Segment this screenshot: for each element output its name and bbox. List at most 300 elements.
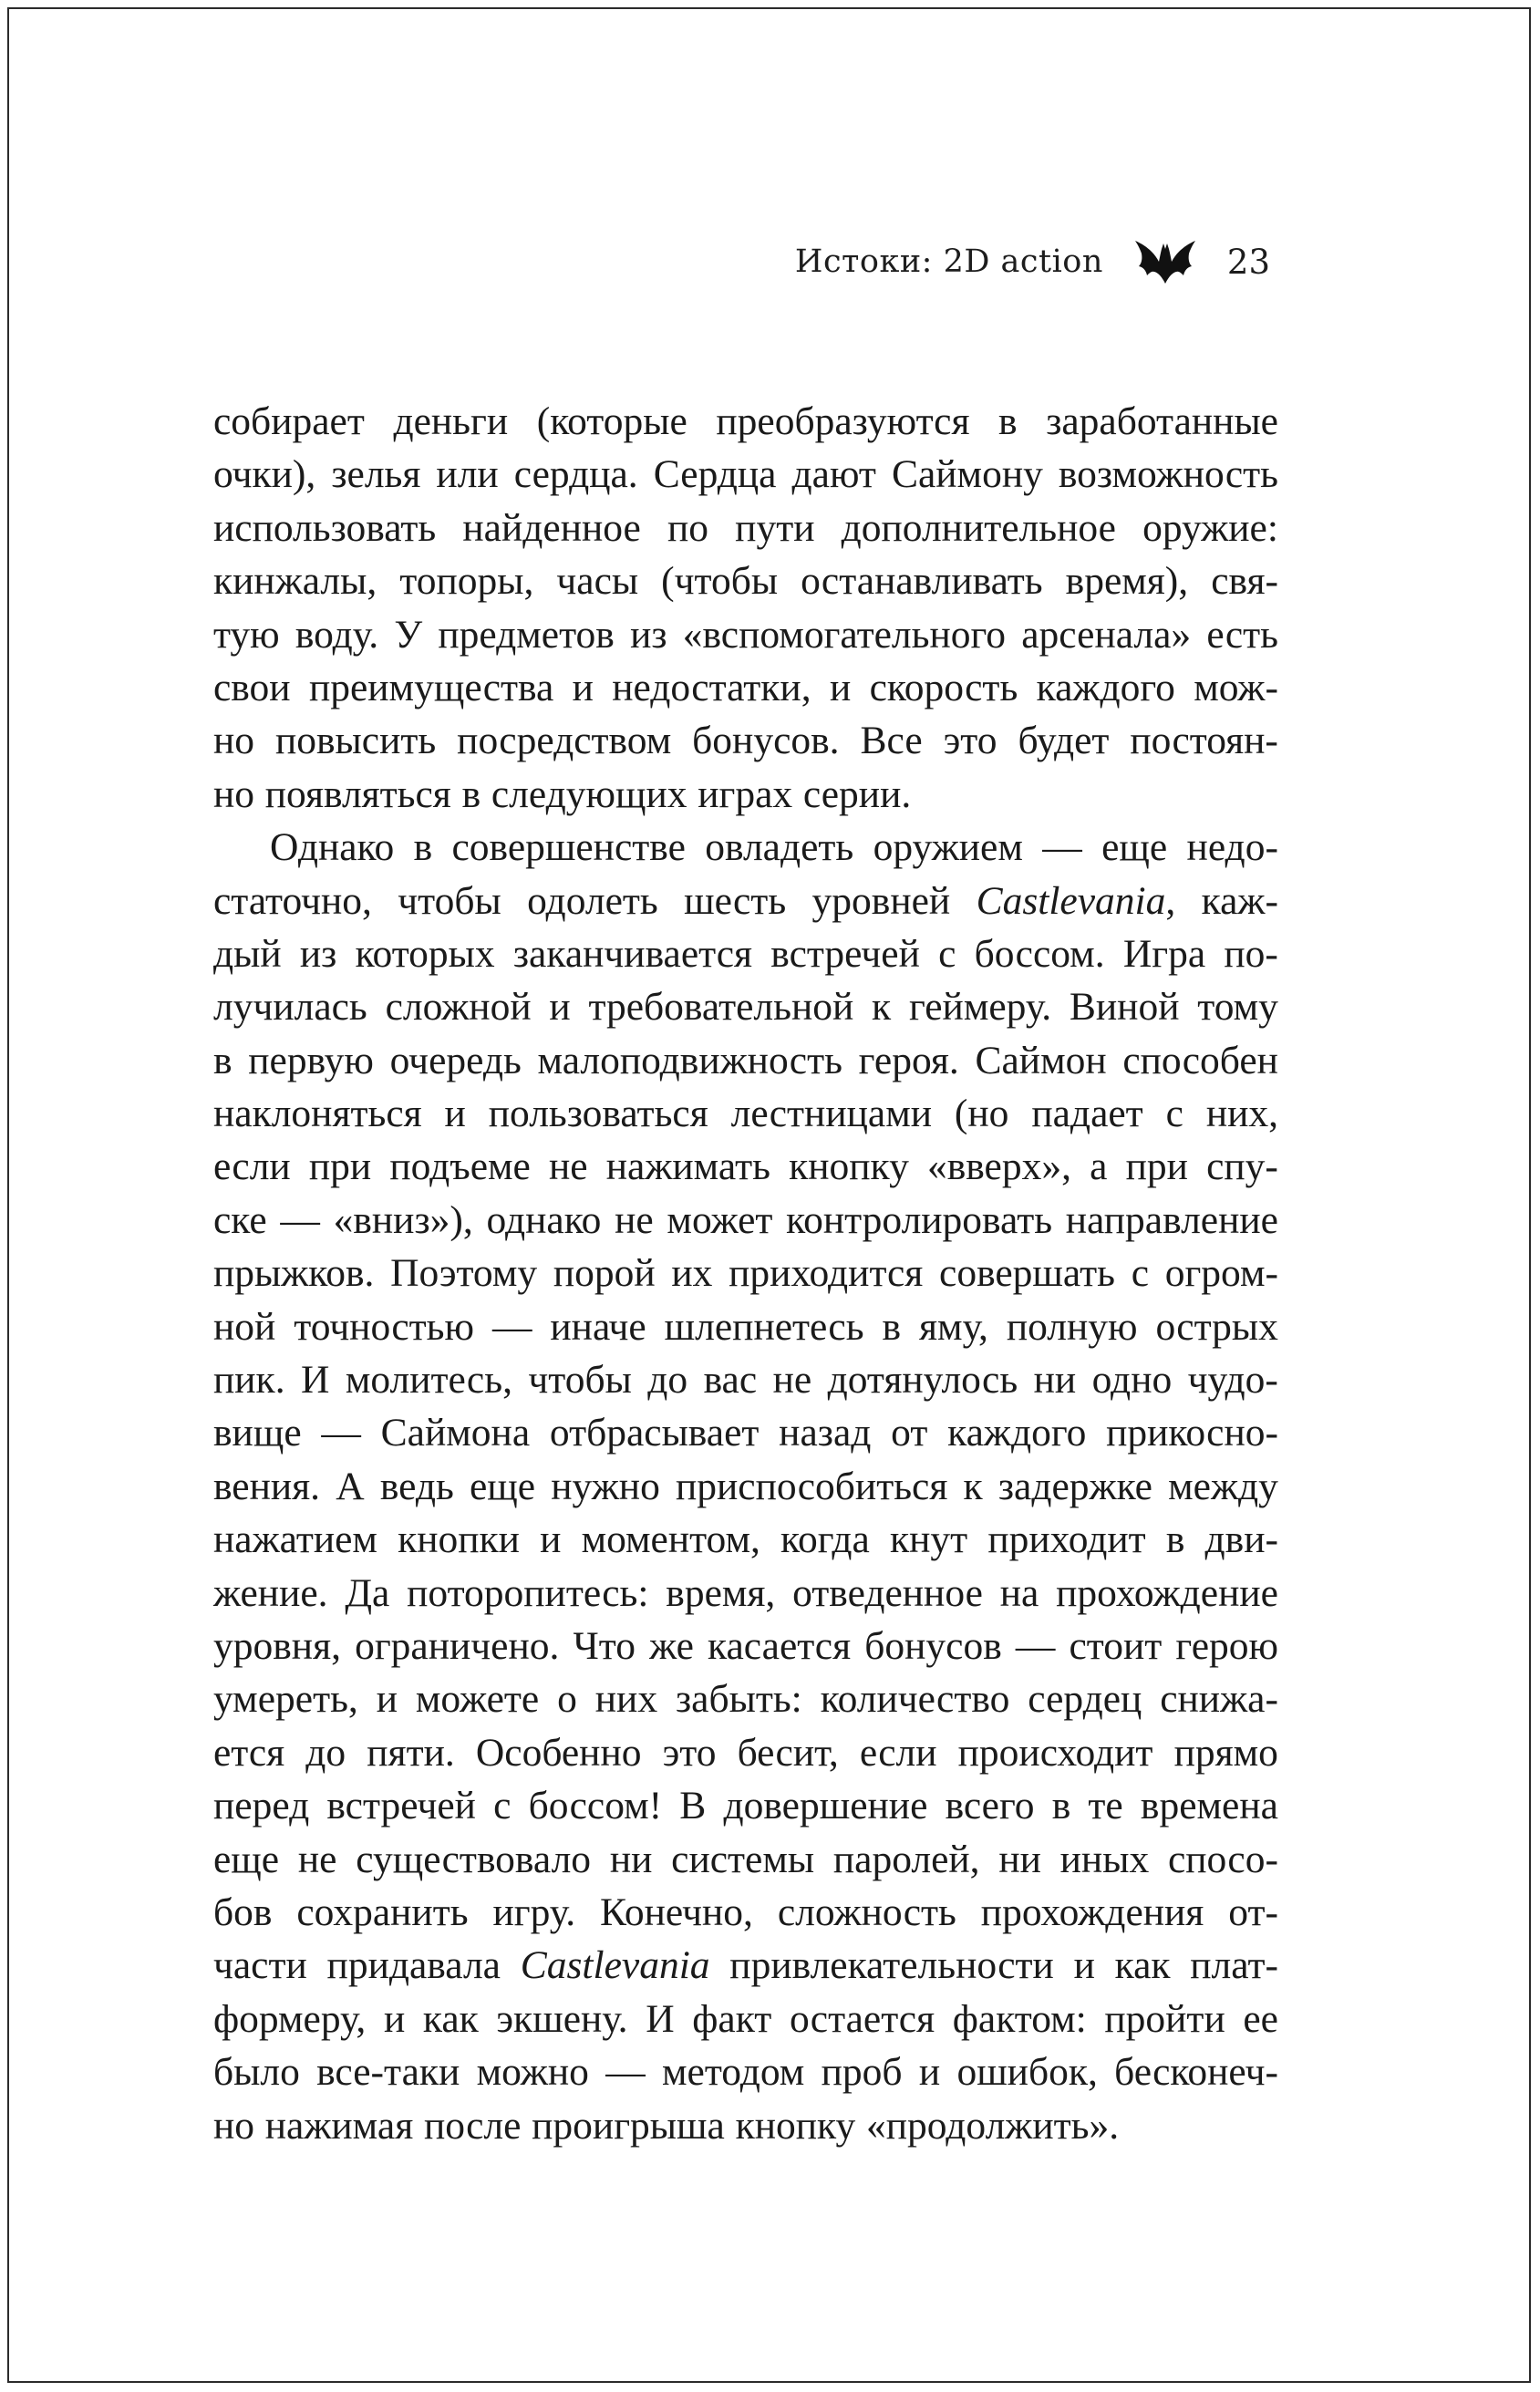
word: в — [882, 1304, 902, 1349]
word: с — [1131, 1251, 1149, 1296]
word: иначе — [550, 1304, 646, 1349]
word: прохождения — [980, 1890, 1204, 1934]
word: время), — [1065, 559, 1189, 604]
bat-icon — [1134, 236, 1196, 287]
word: свя- — [1211, 559, 1278, 604]
text-line — [213, 768, 1278, 821]
word — [521, 1939, 710, 1992]
word: герою — [1175, 1623, 1278, 1668]
word: задержке — [997, 1464, 1152, 1508]
text-line — [213, 1886, 1278, 1939]
word: них — [594, 1677, 658, 1722]
word: происходит — [957, 1730, 1153, 1775]
word: и — [549, 985, 571, 1030]
word: ее — [1243, 1996, 1278, 2041]
body-text — [213, 395, 1278, 2152]
word: геймеру. — [908, 985, 1052, 1030]
word: пик. — [213, 1358, 285, 1403]
word: от — [891, 1411, 928, 1455]
word: «вспомогательного — [682, 612, 1007, 657]
word: уровня, — [213, 1623, 341, 1668]
word: остается — [789, 1996, 935, 2041]
word: падает — [1031, 1092, 1143, 1136]
word: проб — [821, 2050, 903, 2095]
word: которых — [355, 931, 495, 976]
word: вище — [213, 1411, 302, 1455]
word: предметов — [438, 612, 615, 657]
word: кнопки — [398, 1517, 520, 1562]
word: тому — [1197, 985, 1278, 1030]
italic-title: Castlevania — [520, 1943, 710, 1988]
word: топоры, — [399, 559, 534, 604]
word: боссом. — [974, 931, 1105, 976]
word: тую — [213, 612, 280, 657]
word: плат- — [1190, 1943, 1278, 1988]
word: — — [605, 2050, 646, 2095]
word: кнопку — [789, 1144, 909, 1189]
word: между — [1168, 1464, 1278, 1508]
word: Castlevania, — [977, 875, 1176, 927]
word: и — [918, 2050, 941, 2095]
text-line — [213, 980, 1278, 1033]
word: до — [647, 1358, 688, 1403]
text-line — [213, 502, 1278, 554]
text-line — [213, 1034, 1278, 1087]
word: первую — [248, 1038, 374, 1082]
word: очередь — [389, 1038, 522, 1082]
text-line — [213, 875, 1278, 927]
word: постоян- — [1130, 719, 1278, 763]
word: экшену. — [496, 1996, 628, 2041]
word: чтобы — [398, 878, 501, 923]
word: ске — [213, 1197, 267, 1242]
word: но — [213, 719, 255, 763]
word: прыжков. — [213, 1251, 375, 1296]
word: жение. — [213, 1570, 328, 1615]
word: нажимать — [605, 1144, 770, 1189]
word: «продолжить». — [866, 2103, 1120, 2148]
word: контролировать — [786, 1197, 1053, 1242]
word: паролей, — [832, 1837, 980, 1881]
word: вас — [703, 1358, 758, 1403]
word: спу- — [1206, 1144, 1278, 1189]
word: до — [305, 1730, 346, 1775]
word: Игра — [1122, 931, 1206, 976]
word: ограничено. — [355, 1623, 560, 1668]
word: «вверх», — [926, 1144, 1071, 1189]
word: можно — [476, 2050, 589, 2095]
word: преимущества — [308, 665, 554, 709]
word: уровней — [811, 878, 951, 923]
word: будет — [1018, 719, 1110, 763]
word: в — [413, 825, 433, 870]
word: методом — [661, 2050, 805, 2095]
word: как — [422, 1996, 479, 2041]
text-line — [213, 1620, 1278, 1672]
word: в — [213, 1038, 233, 1082]
word: кинжалы, — [213, 559, 377, 604]
word: В — [679, 1784, 707, 1828]
word: от- — [1228, 1890, 1278, 1934]
text-line — [213, 554, 1278, 607]
text-line — [213, 927, 1278, 980]
word: посредством — [457, 719, 672, 763]
word: и — [376, 1677, 398, 1722]
text-line — [213, 395, 1278, 448]
word: это — [943, 719, 997, 763]
word: Особенно — [475, 1730, 642, 1775]
word: если — [213, 1144, 291, 1189]
text-line — [213, 1779, 1278, 1832]
word: довершение — [723, 1784, 928, 1828]
word: как — [1114, 1943, 1171, 1988]
word: из — [299, 931, 337, 976]
word: малоподвижность — [537, 1038, 842, 1082]
word: ется — [213, 1730, 285, 1775]
word: дополнительное — [841, 505, 1116, 550]
text-line — [213, 1672, 1278, 1725]
word: повысить — [274, 719, 437, 763]
text-line — [213, 2099, 1278, 2152]
word: сложной — [385, 985, 532, 1030]
word: встречей — [770, 931, 920, 976]
page-number: 23 — [1226, 242, 1270, 282]
word: каждого — [1036, 665, 1175, 709]
word: в — [1165, 1517, 1185, 1562]
word: не — [615, 1197, 654, 1242]
word: и — [540, 1517, 562, 1562]
word: из — [630, 612, 667, 657]
word: проигрыша — [532, 2103, 725, 2148]
word: Саймона — [380, 1411, 531, 1455]
word: молитесь, — [345, 1358, 512, 1403]
word: стоит — [1069, 1623, 1163, 1668]
word: можете — [415, 1677, 540, 1722]
word: время, — [666, 1570, 776, 1615]
word: скорость — [869, 665, 1018, 709]
word: недостатки, — [612, 665, 811, 709]
word: Поэтому — [390, 1251, 538, 1296]
word: а — [1090, 1144, 1108, 1189]
word: отбрасывает — [549, 1411, 760, 1455]
text-line — [213, 1353, 1278, 1406]
word: собирает — [213, 399, 365, 443]
word: если — [859, 1730, 937, 1775]
text-line — [213, 1939, 1278, 1992]
word: — — [491, 1304, 532, 1349]
word: еще — [213, 1837, 280, 1881]
word: забыть: — [675, 1677, 802, 1722]
word: одолеть — [527, 878, 658, 923]
word: острых — [1155, 1304, 1278, 1349]
word: пройти — [1104, 1996, 1225, 2041]
word: боссом! — [528, 1784, 663, 1828]
word: поторопитесь: — [407, 1570, 649, 1615]
word: найденное — [462, 505, 641, 550]
text-line — [213, 714, 1278, 767]
word: отведенное — [792, 1570, 983, 1615]
word: требовательной — [588, 985, 854, 1030]
word: кнут — [890, 1517, 968, 1562]
word: огром- — [1164, 1251, 1278, 1296]
word: есть — [1206, 612, 1278, 657]
word: возможность — [1058, 452, 1278, 497]
word: ведь — [379, 1464, 454, 1508]
word: формеру, — [213, 1996, 367, 2041]
word: чудо- — [1187, 1358, 1278, 1403]
word: прохождение — [1056, 1570, 1278, 1615]
word: существовало — [356, 1837, 592, 1881]
word: Сердца — [653, 452, 777, 497]
word: них, — [1205, 1092, 1278, 1136]
word: Все — [860, 719, 923, 763]
word: касается — [708, 1623, 852, 1668]
word: останавливать — [801, 559, 1043, 604]
word: бонусов. — [692, 719, 840, 763]
word: всего — [945, 1784, 1035, 1828]
word: заканчивается — [512, 931, 753, 976]
word: наклоняться — [213, 1092, 422, 1136]
word: Однако — [270, 825, 395, 870]
word: арсенала» — [1021, 612, 1192, 657]
word: серии. — [802, 771, 912, 816]
word: с — [1165, 1092, 1183, 1136]
text-line — [213, 821, 1278, 874]
text-line — [213, 1300, 1278, 1353]
word: «вниз»), — [333, 1197, 473, 1242]
word: Да — [345, 1570, 390, 1615]
text-line — [213, 1513, 1278, 1566]
word: — — [1042, 825, 1082, 870]
word: появляться — [264, 771, 451, 816]
word: нужно — [551, 1464, 660, 1508]
word: — — [1015, 1623, 1056, 1668]
text-line — [213, 608, 1278, 661]
word: сохранить — [296, 1890, 469, 1934]
word: бонусов — [864, 1623, 1002, 1668]
word: заработанные — [1046, 399, 1278, 443]
text-line — [213, 1460, 1278, 1513]
word: по — [667, 505, 709, 550]
word: или — [436, 452, 499, 497]
word: приходится — [729, 1251, 924, 1296]
word: А — [336, 1464, 365, 1508]
running-header-title: Истоки: 2D action — [794, 243, 1103, 280]
word: Саймону — [891, 452, 1043, 497]
paragraph — [213, 395, 1278, 821]
word: оружие: — [1142, 505, 1278, 550]
word: (но — [954, 1092, 1009, 1136]
word: пользоваться — [488, 1092, 708, 1136]
word: пути — [735, 505, 815, 550]
text-line — [213, 1833, 1278, 1886]
word: точностью — [294, 1304, 474, 1349]
word: при — [1125, 1144, 1188, 1189]
word: лестницами — [730, 1092, 933, 1136]
word: недо- — [1186, 825, 1278, 870]
word: мож- — [1194, 665, 1278, 709]
text-line — [213, 1194, 1278, 1247]
word: У — [394, 612, 423, 657]
word: совершать — [939, 1251, 1115, 1296]
word: умереть, — [213, 1677, 358, 1722]
word: и — [1073, 1943, 1095, 1988]
word: играх — [698, 771, 793, 816]
word: о — [557, 1677, 577, 1722]
word: — — [280, 1197, 320, 1242]
word: по- — [1224, 931, 1278, 976]
word: фактом: — [952, 1996, 1087, 2041]
word: части — [213, 1943, 307, 1988]
word: Что — [573, 1623, 636, 1668]
word: и — [444, 1092, 466, 1136]
word: не — [549, 1144, 588, 1189]
word: в — [1051, 1784, 1071, 1828]
word: в — [461, 771, 481, 816]
word: (чтобы — [661, 559, 779, 604]
word: факт — [692, 1996, 772, 2041]
word: сердец — [1028, 1677, 1142, 1722]
word: однако — [486, 1197, 602, 1242]
word: еще — [469, 1464, 536, 1508]
word: при — [308, 1144, 372, 1189]
text-line — [213, 1993, 1278, 2045]
word: совершенстве — [451, 825, 686, 870]
word: ни — [609, 1837, 653, 1881]
word: снижа- — [1160, 1677, 1278, 1722]
word: когда — [780, 1517, 870, 1562]
word: сложность — [777, 1890, 956, 1934]
text-line — [213, 661, 1278, 714]
word: зелья — [331, 452, 421, 497]
word: кнопку — [735, 2103, 856, 2148]
word: лучилась — [213, 985, 367, 1030]
word: с — [938, 931, 956, 976]
word: ной — [213, 1304, 276, 1349]
running-header — [795, 230, 1270, 294]
word: еще — [1101, 825, 1168, 870]
word: шлепнетесь — [664, 1304, 864, 1349]
word: к — [963, 1464, 983, 1508]
word: нажимая — [264, 2103, 414, 2148]
word: назад — [779, 1411, 872, 1455]
word: прямо — [1173, 1730, 1278, 1775]
word: бесит, — [737, 1730, 839, 1775]
word: но — [213, 771, 255, 816]
word: дают — [791, 452, 876, 497]
word: было — [213, 2050, 300, 2095]
word: перед — [213, 1784, 310, 1828]
word: деньги — [393, 399, 509, 443]
word: не — [297, 1837, 337, 1881]
word: порой — [553, 1251, 656, 1296]
word: Конечно, — [600, 1890, 753, 1934]
word: ни — [998, 1837, 1041, 1881]
word: воду. — [295, 612, 379, 657]
word: и — [829, 665, 852, 709]
word: привлекательности — [729, 1943, 1054, 1988]
word: способен — [1122, 1038, 1278, 1082]
word: может — [667, 1197, 773, 1242]
italic-title: Castlevania — [976, 878, 1166, 923]
word: игру. — [492, 1890, 576, 1934]
word: прикосно- — [1106, 1411, 1278, 1455]
word: приходит — [987, 1517, 1146, 1562]
word: вения. — [213, 1464, 321, 1508]
word: дви- — [1204, 1517, 1278, 1562]
text-line — [213, 1087, 1278, 1140]
word: часы — [556, 559, 639, 604]
word: яму, — [919, 1304, 988, 1349]
word: спосо- — [1167, 1837, 1278, 1881]
word: Саймон — [975, 1038, 1107, 1082]
word: те — [1088, 1784, 1123, 1828]
word: — — [321, 1411, 361, 1455]
text-line — [213, 1726, 1278, 1779]
word: овладеть — [705, 825, 854, 870]
word: очки), — [213, 452, 316, 497]
text-line — [213, 1406, 1278, 1459]
word: дотянулось — [827, 1358, 1018, 1403]
word: чтобы — [528, 1358, 632, 1403]
word: использовать — [213, 505, 437, 550]
word: бесконеч- — [1114, 2050, 1278, 2095]
text-line — [213, 1567, 1278, 1620]
word: каждого — [947, 1411, 1087, 1455]
word: встречей — [326, 1784, 476, 1828]
text-line — [213, 2045, 1278, 2098]
word: бов — [213, 1890, 273, 1934]
word: и — [383, 1996, 406, 2041]
word: подъеме — [389, 1144, 531, 1189]
word: оружием — [873, 825, 1023, 870]
word: приспособиться — [676, 1464, 948, 1508]
word: свои — [213, 665, 291, 709]
word: и — [572, 665, 594, 709]
paragraph — [213, 821, 1278, 2152]
word: все-таки — [316, 2050, 460, 2095]
word: это — [662, 1730, 717, 1775]
word: системы — [671, 1837, 815, 1881]
word: (которые — [536, 399, 687, 443]
word: на — [999, 1570, 1039, 1615]
word: полную — [1006, 1304, 1138, 1349]
word: сердца. — [513, 452, 638, 497]
word: ошибок, — [956, 2050, 1098, 2095]
word: же — [649, 1623, 694, 1668]
word: преобразуются — [716, 399, 970, 443]
word: придавала — [326, 1943, 501, 1988]
word: пяти. — [367, 1730, 455, 1775]
word: не — [772, 1358, 812, 1403]
word: после — [423, 2103, 522, 2148]
text-line — [213, 448, 1278, 501]
word: Виной — [1069, 985, 1180, 1030]
word: статочно, — [213, 878, 372, 923]
word: следующих — [491, 771, 687, 816]
word: И — [301, 1358, 330, 1403]
word: героя. — [858, 1038, 959, 1082]
word: их — [671, 1251, 713, 1296]
word: нажатием — [213, 1517, 377, 1562]
text-line — [213, 1140, 1278, 1193]
word: иных — [1059, 1837, 1150, 1881]
text-line — [213, 1247, 1278, 1300]
word: дый — [213, 931, 282, 976]
word: шесть — [684, 878, 787, 923]
word: количество — [820, 1677, 1010, 1722]
word: времена — [1140, 1784, 1278, 1828]
